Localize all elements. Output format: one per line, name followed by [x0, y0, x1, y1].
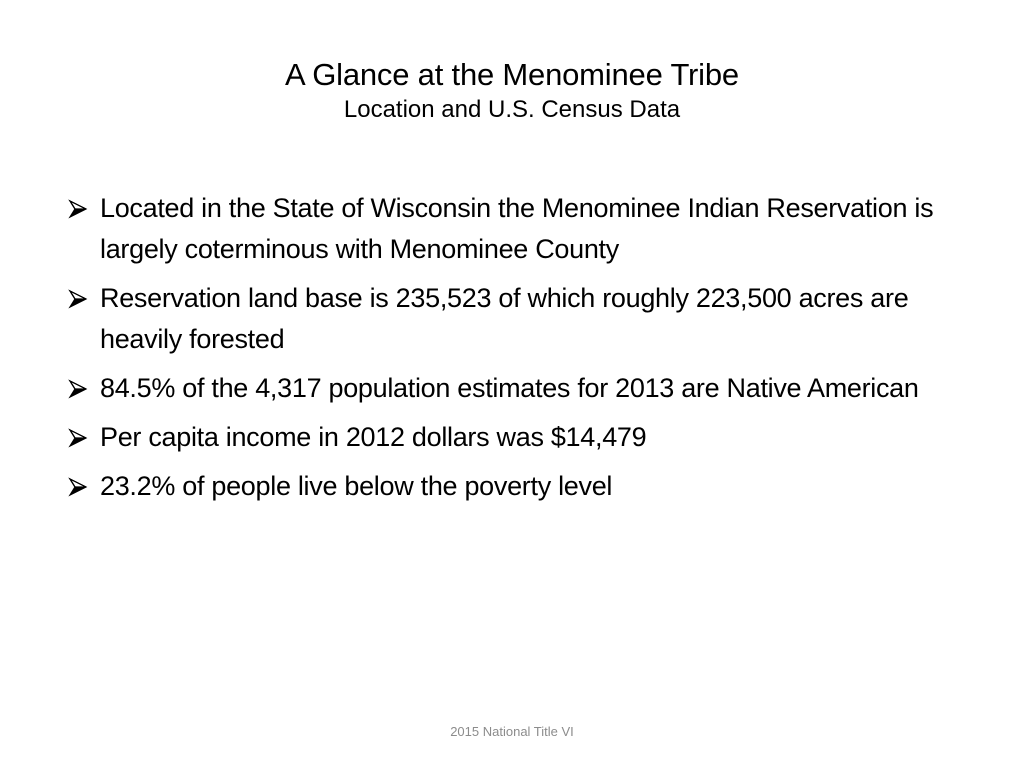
slide-footer: 2015 National Title VI: [450, 724, 574, 739]
bullet-item: [68, 368, 968, 409]
bullet-text: 84.5% of the 4,317 population estimates for 2013 are Native American: [100, 373, 919, 403]
arrow-bullet-icon: [68, 199, 88, 219]
slide-title: A Glance at the Menominee Tribe: [285, 57, 739, 92]
bullet-text: Located in the State of Wisconsin the Menominee Indian Reservation is largely coterminous with Menominee County: [100, 193, 934, 264]
arrow-bullet-icon: [68, 428, 88, 448]
bullet-item: [68, 278, 968, 360]
bullet-text: 23.2% of people live below the poverty level: [100, 471, 613, 501]
arrow-bullet-icon: [68, 379, 88, 399]
slide-subtitle: Location and U.S. Census Data: [343, 96, 681, 123]
bullet-text: Reservation land base is 235,523 of which roughly 223,500 acres are heavily forested: [100, 283, 909, 354]
arrow-bullet-icon: [68, 477, 88, 497]
bullet-item: [68, 466, 968, 507]
bullet-item: [68, 188, 968, 270]
title-block: [0, 56, 1024, 126]
bullet-item: [68, 417, 968, 458]
arrow-bullet-icon: [68, 289, 88, 309]
bullet-text: Per capita income in 2012 dollars was $14,479: [100, 422, 647, 452]
bullet-list: [68, 188, 968, 515]
